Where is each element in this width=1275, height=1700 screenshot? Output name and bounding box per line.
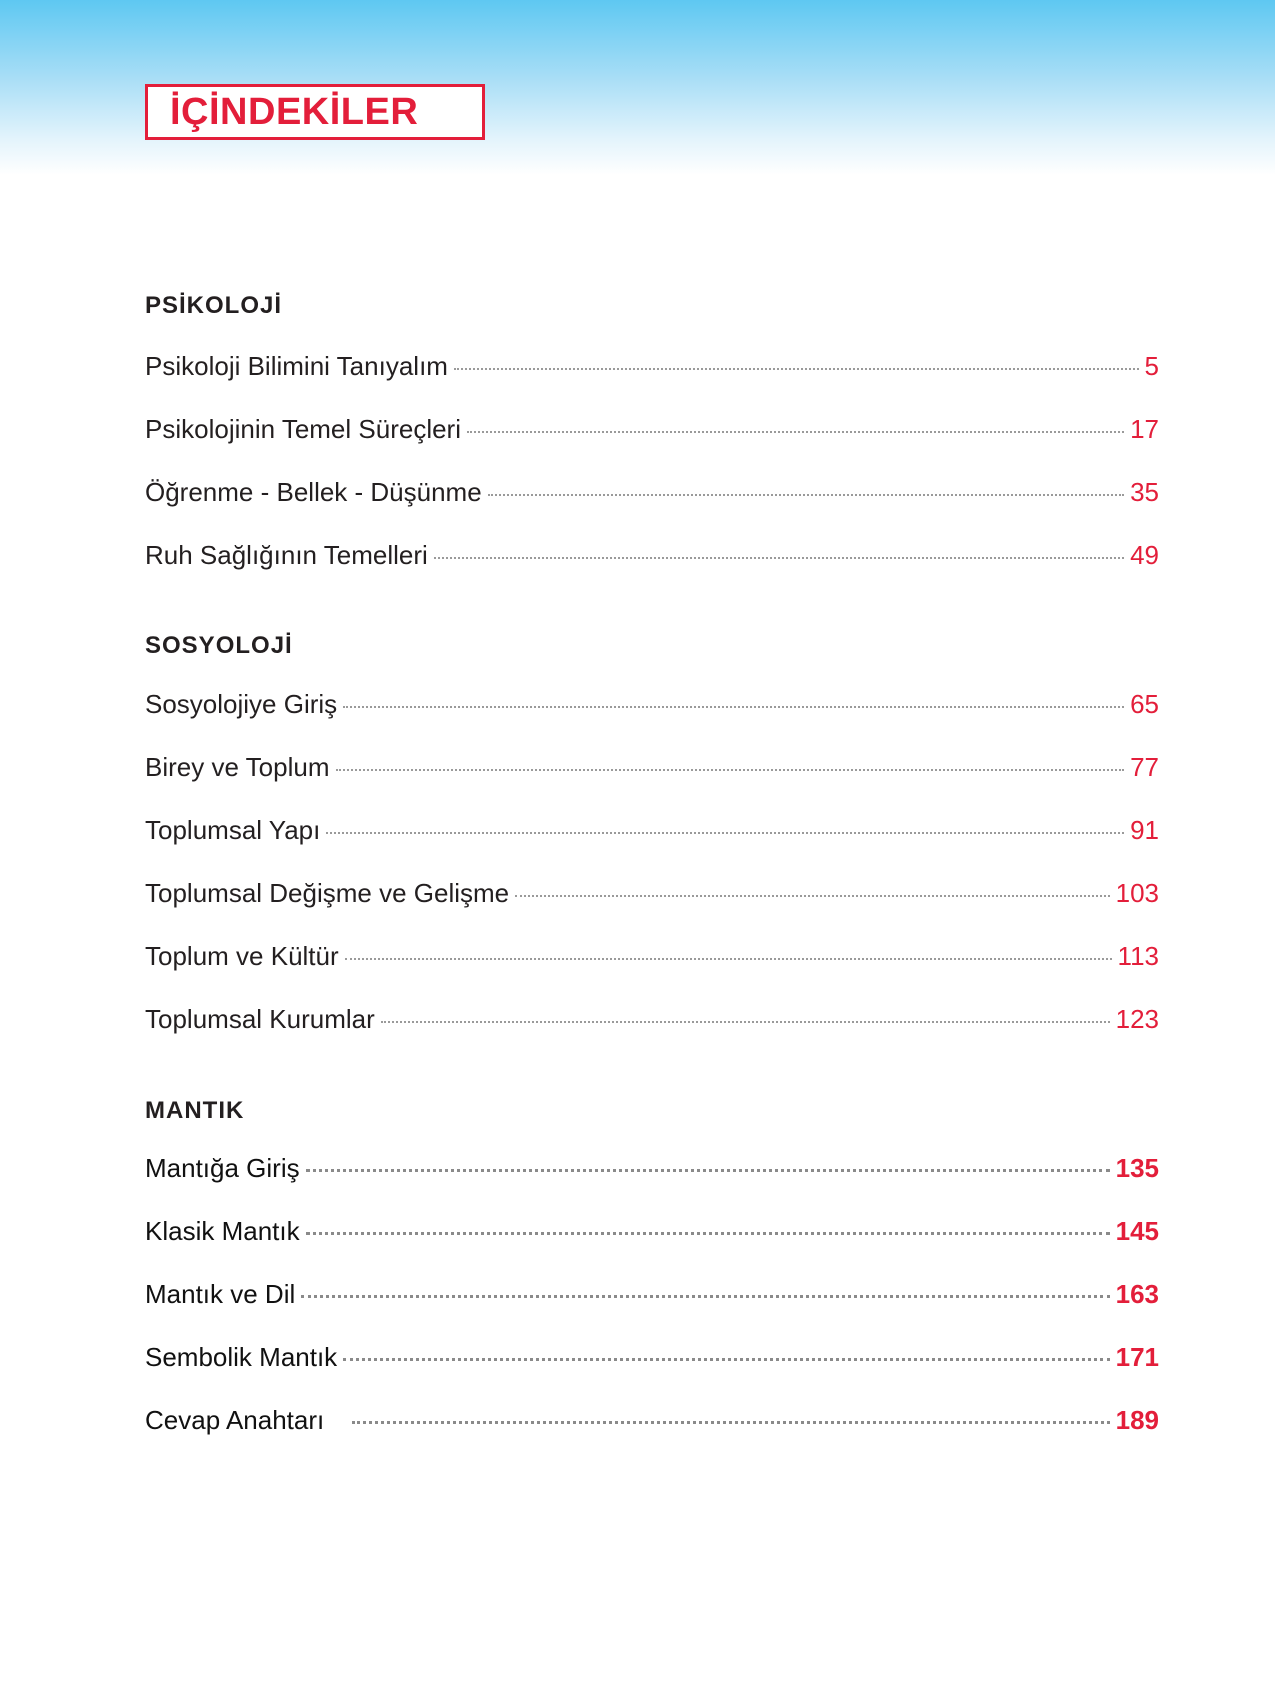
toc-entry-page: 49 — [1130, 540, 1159, 570]
toc-entry[interactable] — [145, 1276, 1159, 1312]
toc-entry[interactable] — [145, 938, 1159, 974]
toc-entry-label: Sembolik Mantık — [145, 1342, 338, 1372]
section-heading-mantik: MANTIK — [145, 1097, 245, 1124]
toc-entry-label: Psikoloji Bilimini Tanıyalım — [145, 351, 448, 381]
toc-entry-page: 35 — [1130, 477, 1159, 507]
toc-entry[interactable] — [145, 537, 1159, 573]
toc-entry-label: Toplumsal Kurumlar — [145, 1004, 375, 1034]
toc-entry[interactable] — [145, 812, 1159, 848]
toc-entry-label: Cevap Anahtarı — [145, 1405, 325, 1435]
toc-entry-page: 17 — [1130, 414, 1159, 444]
toc-entry-page: 113 — [1117, 941, 1159, 971]
toc-entry-page: 5 — [1144, 351, 1159, 381]
dot-leader — [306, 1167, 1110, 1172]
toc-entry-label: Toplumsal Yapı — [145, 815, 321, 845]
section-heading-sosyoloji: SOSYOLOJİ — [145, 632, 293, 659]
toc-entry[interactable] — [145, 686, 1159, 722]
toc-entry[interactable] — [145, 1150, 1159, 1186]
dot-leader — [343, 704, 1124, 708]
dot-leader — [454, 366, 1139, 370]
toc-entry-label: Toplumsal Değişme ve Gelişme — [145, 878, 510, 908]
toc-entry-page: 123 — [1115, 1004, 1159, 1034]
toc-entry-label: Ruh Sağlığının Temelleri — [145, 540, 428, 570]
toc-entry-page: 145 — [1115, 1216, 1159, 1246]
dot-leader — [381, 1019, 1110, 1023]
toc-entry-page: 171 — [1115, 1342, 1159, 1372]
toc-entry[interactable] — [145, 1001, 1159, 1037]
toc-entry[interactable] — [145, 474, 1159, 510]
toc-entry[interactable] — [145, 411, 1159, 447]
toc-entry[interactable] — [145, 348, 1159, 384]
dot-leader — [345, 956, 1112, 960]
toc-entry-page: 77 — [1130, 752, 1159, 782]
dot-leader — [306, 1230, 1110, 1235]
toc-entry-page: 189 — [1115, 1405, 1159, 1435]
toc-entry-label: Öğrenme - Bellek - Düşünme — [145, 477, 482, 507]
toc-entry[interactable] — [145, 875, 1159, 911]
dot-leader — [434, 555, 1124, 559]
toc-entry-page: 163 — [1115, 1279, 1159, 1309]
dot-leader — [336, 767, 1125, 771]
toc-entry-label: Birey ve Toplum — [145, 752, 330, 782]
page-title-box — [145, 84, 485, 140]
toc-entry[interactable] — [145, 1213, 1159, 1249]
dot-leader — [488, 492, 1124, 496]
toc-entry-page: 103 — [1115, 878, 1159, 908]
dot-leader — [301, 1293, 1109, 1298]
toc-entry[interactable] — [145, 749, 1159, 785]
toc-entry-label: Klasik Mantık — [145, 1216, 300, 1246]
toc-entry-label: Toplum ve Kültür — [145, 941, 339, 971]
dot-leader — [352, 1419, 1109, 1424]
toc-entry[interactable] — [145, 1402, 1159, 1438]
dot-leader — [467, 429, 1124, 433]
section-heading-psikoloji: PSİKOLOJİ — [145, 292, 283, 319]
dot-leader — [515, 893, 1109, 897]
dot-leader — [326, 830, 1124, 834]
page-title: İÇİNDEKİLER — [170, 90, 419, 133]
toc-entry-label: Sosyolojiye Giriş — [145, 689, 338, 719]
toc-entry-page: 65 — [1130, 689, 1159, 719]
toc-entry-label: Mantık ve Dil — [145, 1279, 296, 1309]
dot-leader — [343, 1356, 1109, 1361]
toc-entry-page: 135 — [1115, 1153, 1159, 1183]
toc-entry-label: Psikolojinin Temel Süreçleri — [145, 414, 461, 444]
toc-entry[interactable] — [145, 1339, 1159, 1375]
toc-entry-page: 91 — [1130, 815, 1159, 845]
toc-entry-label: Mantığa Giriş — [145, 1153, 300, 1183]
